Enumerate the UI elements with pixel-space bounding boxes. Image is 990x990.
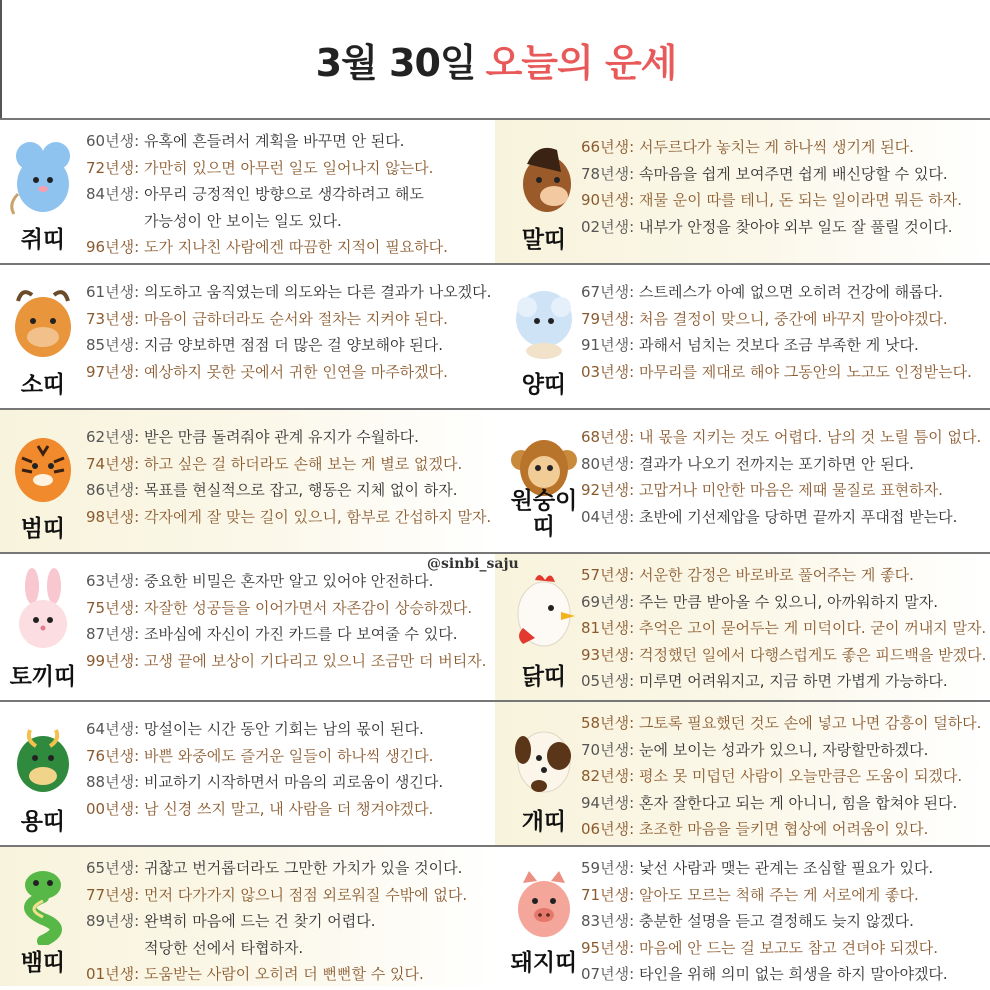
zodiac-right-panel (495, 120, 990, 263)
birth-year: 94년생: (581, 793, 635, 812)
fortune-line (581, 790, 986, 817)
fortune-line (581, 451, 986, 478)
fortune-lines (86, 716, 491, 822)
fortune-line (86, 595, 491, 622)
title-accent: 오늘의 운세 (485, 41, 677, 85)
birth-year: 99년생: (86, 651, 140, 670)
fortune-line (581, 161, 986, 188)
fortune-lines (86, 279, 491, 385)
fortune-line (581, 935, 986, 962)
fortune-text: 마음이 급하더라도 순서와 절차는 지켜야 된다. (144, 309, 448, 328)
birth-year: 93년생: (581, 645, 635, 664)
fortune-line (581, 668, 986, 695)
fortune-line (86, 451, 491, 478)
fortune-line (581, 961, 986, 988)
fortune-line (86, 743, 491, 770)
fortune-text: 망설이는 시간 동안 기회는 남의 몫이 된다. (144, 720, 424, 738)
fortune-line (581, 589, 986, 616)
fortune-text: 의도하고 움직였는데 의도와는 다른 결과가 나오겠다. (144, 283, 492, 301)
fortune-text: 중요한 비밀은 혼자만 알고 있어야 안전하다. (144, 572, 434, 590)
rabbit-icon (8, 568, 78, 652)
fortune-line (86, 332, 491, 359)
zodiac-name: 뱀띠 (20, 950, 66, 976)
fortune-text: 목표를 현실적으로 잡고, 행동은 지체 없이 하자. (144, 481, 458, 499)
fortune-line (581, 763, 986, 790)
animal-figure (6, 414, 80, 556)
birth-year: 07년생: (581, 965, 635, 983)
birth-year: 73년생: (86, 309, 140, 328)
fortune-text: 초반에 기선제압을 당하면 끝까지 푸대접 받는다. (639, 507, 958, 526)
fortune-text: 그토록 필요했던 것도 손에 넣고 나면 감흥이 덜하다. (639, 714, 982, 732)
birth-year: 02년생: (581, 217, 635, 236)
fortune-text: 혼자 잘한다고 되는 게 아니니, 힘을 합쳐야 된다. (639, 793, 958, 812)
birth-year: 72년생: (86, 158, 140, 177)
birth-year: 96년생: (86, 238, 140, 256)
zodiac-name: 닭띠 (521, 664, 567, 690)
zodiac-left-panel (0, 554, 495, 700)
fortune-line (581, 615, 986, 642)
horse-icon (509, 134, 579, 218)
fortune-lines (581, 424, 986, 530)
pig-icon (509, 861, 579, 945)
zodiac-name: 쥐띠 (20, 227, 66, 253)
fortune-line (86, 908, 491, 935)
zodiac-left-panel (0, 410, 495, 552)
fortune-line (581, 187, 986, 214)
fortune-text: 유혹에 흔들려서 계획을 바꾸면 안 된다. (144, 132, 405, 150)
fortune-line (581, 306, 986, 333)
birth-year: 88년생: (86, 773, 140, 791)
animal-figure (507, 414, 581, 556)
fortune-text: 처음 결정이 맞으니, 중간에 바꾸지 말아야겠다. (639, 309, 948, 328)
page-title (2, 32, 990, 87)
fortune-text: 먼저 다가가지 않으니 점점 외로워질 수밖에 없다. (144, 885, 468, 904)
fortune-text: 재물 운이 따를 테니, 돈 되는 일이라면 뭐든 하자. (639, 191, 962, 209)
fortune-text: 속마음을 쉽게 보여주면 쉽게 배신당할 수 있다. (639, 164, 948, 183)
birth-year: 69년생: (581, 592, 635, 611)
fortune-text: 주는 만큼 받아올 수 있으니, 아까워하지 말자. (639, 592, 938, 611)
birth-year: 60년생: (86, 132, 140, 150)
fortune-text: 초조한 마음을 들키면 협상에 어려움이 있다. (639, 820, 929, 838)
fortune-line (581, 359, 986, 386)
zodiac-name: 소띠 (20, 372, 66, 398)
fortune-text: 추억은 고이 묻어두는 게 미덕이다. 굳이 꺼내지 말자. (639, 619, 987, 637)
fortune-text: 낯선 사람과 맺는 관계는 조심할 필요가 있다. (639, 859, 934, 877)
birth-year: 84년생: (86, 185, 140, 203)
birth-year: 97년생: (86, 362, 140, 381)
fortune-lines (581, 279, 986, 385)
fortune-line (581, 424, 986, 451)
fortune-text: 완벽히 마음에 드는 건 찾기 어렵다. (144, 912, 376, 930)
birth-year: 76년생: (86, 746, 140, 765)
birth-year: 81년생: (581, 619, 635, 637)
fortune-lines (581, 134, 986, 240)
zodiac-name: 토끼띠 (9, 664, 77, 690)
fortune-text: 받은 만큼 돌려줘야 관계 유지가 수월하다. (144, 428, 419, 446)
birth-year: 82년생: (581, 767, 635, 785)
animal-figure (507, 269, 581, 412)
fortune-line (86, 648, 491, 675)
fortune-text: 미루면 어려워지고, 지금 하면 가볍게 가능하다. (639, 672, 948, 690)
birth-year (86, 208, 144, 235)
fortune-line (86, 424, 491, 451)
fortune-line (86, 306, 491, 333)
fortune-text: 예상하지 못한 곳에서 귀한 인연을 마주하겠다. (144, 362, 448, 381)
birth-year: 87년생: (86, 625, 140, 643)
rat-icon (8, 134, 78, 218)
zodiac-right-panel (495, 554, 990, 700)
fortune-line (86, 716, 491, 743)
fortune-lines (86, 568, 491, 674)
fortune-line (581, 642, 986, 669)
birth-year: 85년생: (86, 336, 140, 354)
birth-year: 90년생: (581, 191, 635, 209)
fortune-text: 서운한 감정은 바로바로 풀어주는 게 좋다. (639, 566, 914, 584)
birth-year: 65년생: (86, 859, 140, 877)
fortune-line (86, 359, 491, 386)
animal-figure (6, 269, 80, 412)
dog-icon (509, 716, 579, 800)
zodiac-row (0, 845, 990, 986)
fortune-text: 가능성이 안 보이는 일도 있다. (144, 211, 342, 230)
title-date: 3월 30일 (315, 41, 476, 85)
fortune-line (86, 208, 491, 235)
birth-year: 05년생: (581, 672, 635, 690)
fortune-text: 하고 싶은 걸 하더라도 손해 보는 게 별로 없겠다. (144, 454, 463, 473)
birth-year: 98년생: (86, 507, 140, 526)
fortune-line (86, 961, 491, 988)
birth-year: 68년생: (581, 428, 635, 446)
fortune-line (86, 504, 491, 531)
fortune-line (86, 855, 491, 882)
fortune-line (581, 562, 986, 589)
fortune-text: 자잘한 성공들을 이어가면서 자존감이 상승하겠다. (144, 598, 473, 617)
zodiac-left-panel (0, 120, 495, 263)
zodiac-name: 개띠 (521, 809, 567, 835)
birth-year: 77년생: (86, 885, 140, 904)
birth-year: 01년생: (86, 965, 140, 983)
fortune-text: 도가 지나친 사람에겐 따끔한 지적이 필요하다. (144, 238, 448, 256)
fortune-text: 과해서 넘치는 것보다 조금 부족한 게 낫다. (639, 336, 919, 354)
fortune-text: 평소 못 미덥던 사람이 오늘만큼은 도움이 되겠다. (639, 767, 963, 785)
animal-figure (507, 558, 581, 704)
animal-figure (6, 124, 80, 267)
birth-year: 92년생: (581, 481, 635, 499)
dragon-icon (8, 716, 78, 800)
birth-year (86, 935, 144, 962)
fortune-text: 조바심에 자신이 가진 카드를 다 보여줄 수 있다. (144, 625, 458, 643)
fortune-line (86, 155, 491, 182)
fortune-line (86, 621, 491, 648)
zodiac-right-panel (495, 410, 990, 552)
zodiac-name: 말띠 (521, 227, 567, 253)
fortune-text: 지금 양보하면 점점 더 많은 걸 양보해야 된다. (144, 336, 443, 354)
rooster-icon (509, 568, 579, 652)
fortune-line (581, 816, 986, 843)
fortune-text: 귀찮고 번거롭더라도 그만한 가치가 있을 것이다. (144, 859, 463, 877)
fortune-text: 타인을 위해 의미 없는 희생을 하지 말아야겠다. (639, 965, 948, 983)
zodiac-left-panel (0, 847, 495, 986)
fortune-text: 아무리 긍정적인 방향으로 생각하려고 해도 (144, 185, 424, 203)
animal-figure (507, 124, 581, 267)
birth-year: 70년생: (581, 740, 635, 759)
birth-year: 86년생: (86, 481, 140, 499)
fortune-lines (86, 128, 491, 261)
animal-figure (6, 706, 80, 849)
zodiac-row (0, 263, 990, 408)
snake-icon (8, 861, 78, 945)
fortune-text: 결과가 나오기 전까지는 포기하면 안 된다. (639, 454, 914, 473)
fortune-line (581, 710, 986, 737)
fortune-line (86, 279, 491, 306)
birth-year: 62년생: (86, 428, 140, 446)
animal-figure (6, 851, 80, 990)
birth-year: 63년생: (86, 572, 140, 590)
zodiac-name: 돼지띠 (510, 950, 578, 976)
birth-year: 64년생: (86, 720, 140, 738)
fortune-text: 내부가 안정을 찾아야 외부 일도 잘 풀릴 것이다. (639, 217, 953, 236)
fortune-line (86, 477, 491, 504)
fortune-line (86, 234, 491, 261)
animal-figure (507, 851, 581, 990)
birth-year: 04년생: (581, 507, 635, 526)
zodiac-row (0, 700, 990, 845)
fortune-text: 남 신경 쓰지 말고, 내 사람을 더 챙겨야겠다. (144, 799, 434, 818)
fortune-text: 적당한 선에서 타협하자. (144, 938, 304, 957)
zodiac-name: 용띠 (20, 809, 66, 835)
fortune-text: 가만히 있으면 아무런 일도 일어나지 않는다. (144, 158, 434, 177)
zodiac-right-panel (495, 847, 990, 986)
zodiac-right-panel (495, 702, 990, 845)
zodiac-name: 양띠 (521, 372, 567, 398)
fortune-text: 마무리를 제대로 해야 그동안의 노고도 인정받는다. (639, 362, 972, 381)
header (0, 0, 990, 118)
zodiac-row (0, 552, 990, 700)
fortune-lines (581, 855, 986, 988)
zodiac-name-line1: 원숭이 (510, 488, 578, 514)
watermark: @sinbi_saju (427, 556, 519, 572)
fortune-lines (581, 562, 986, 695)
fortune-line (86, 181, 491, 208)
birth-year: 71년생: (581, 885, 635, 904)
fortune-line (581, 134, 986, 161)
fortune-lines (581, 710, 986, 843)
fortune-lines (86, 855, 491, 988)
fortune-line (581, 504, 986, 531)
birth-year: 57년생: (581, 566, 635, 584)
birth-year: 03년생: (581, 362, 635, 381)
zodiac-row (0, 118, 990, 263)
fortune-text: 마음에 안 드는 걸 보고도 참고 견뎌야 되겠다. (639, 938, 938, 957)
ox-icon (8, 279, 78, 363)
fortune-line (86, 769, 491, 796)
birth-year: 67년생: (581, 283, 635, 301)
fortune-text: 눈에 보이는 성과가 있으니, 자랑할만하겠다. (639, 740, 929, 759)
birth-year: 89년생: (86, 912, 140, 930)
animal-figure (507, 706, 581, 849)
fortune-text: 비교하기 시작하면서 마음의 괴로움이 생긴다. (144, 773, 444, 791)
animal-figure (6, 558, 80, 704)
birth-year: 78년생: (581, 164, 635, 183)
birth-year: 00년생: (86, 799, 140, 818)
birth-year: 59년생: (581, 859, 635, 877)
fortune-lines (86, 424, 491, 530)
sheep-icon (509, 279, 579, 363)
birth-year: 79년생: (581, 309, 635, 328)
fortune-line (581, 855, 986, 882)
fortune-line (581, 279, 986, 306)
zodiac-right-panel (495, 265, 990, 408)
tiger-icon (8, 424, 78, 508)
fortune-line (581, 737, 986, 764)
fortune-line (581, 214, 986, 241)
fortune-text: 바쁜 와중에도 즐거운 일들이 하나씩 생긴다. (144, 746, 434, 765)
birth-year: 83년생: (581, 912, 635, 930)
zodiac-name (507, 488, 581, 540)
fortune-line (581, 908, 986, 935)
birth-year: 80년생: (581, 454, 635, 473)
fortune-text: 충분한 설명을 듣고 결정해도 늦지 않겠다. (639, 912, 914, 930)
birth-year: 58년생: (581, 714, 635, 732)
fortune-text: 알아도 모르는 척해 주는 게 서로에게 좋다. (639, 885, 919, 904)
zodiac-left-panel (0, 702, 495, 845)
fortune-text: 걱정했던 일에서 다행스럽게도 좋은 피드백을 받겠다. (639, 645, 987, 664)
fortune-line (581, 477, 986, 504)
fortune-line (86, 935, 491, 962)
fortune-text: 각자에게 잘 맞는 길이 있으니, 함부로 간섭하지 말자. (144, 507, 492, 526)
birth-year: 61년생: (86, 283, 140, 301)
fortune-line (86, 128, 491, 155)
zodiac-left-panel (0, 265, 495, 408)
fortune-line (581, 332, 986, 359)
birth-year: 66년생: (581, 138, 635, 156)
fortune-line (86, 796, 491, 823)
birth-year: 74년생: (86, 454, 140, 473)
birth-year: 75년생: (86, 598, 140, 617)
fortune-text: 서두르다가 놓치는 게 하나씩 생기게 된다. (639, 138, 914, 156)
fortune-line (581, 882, 986, 909)
fortune-text: 고맙거나 미안한 마음은 제때 물질로 표현하자. (639, 481, 943, 499)
birth-year: 95년생: (581, 938, 635, 957)
birth-year: 91년생: (581, 336, 635, 354)
birth-year: 06년생: (581, 820, 635, 838)
zodiac-name: 범띠 (20, 516, 66, 542)
fortune-text: 도움받는 사람이 오히려 더 뻔뻔할 수 있다. (144, 965, 424, 983)
fortune-text: 내 몫을 지키는 것도 어렵다. 남의 것 노릴 틈이 없다. (639, 428, 982, 446)
fortune-text: 스트레스가 아예 없으면 오히려 건강에 해롭다. (639, 283, 943, 301)
fortune-text: 고생 끝에 보상이 기다리고 있으니 조금만 더 버티자. (144, 651, 487, 670)
zodiac-name-line2: 띠 (532, 514, 556, 540)
fortune-line (86, 882, 491, 909)
zodiac-row (0, 408, 990, 552)
